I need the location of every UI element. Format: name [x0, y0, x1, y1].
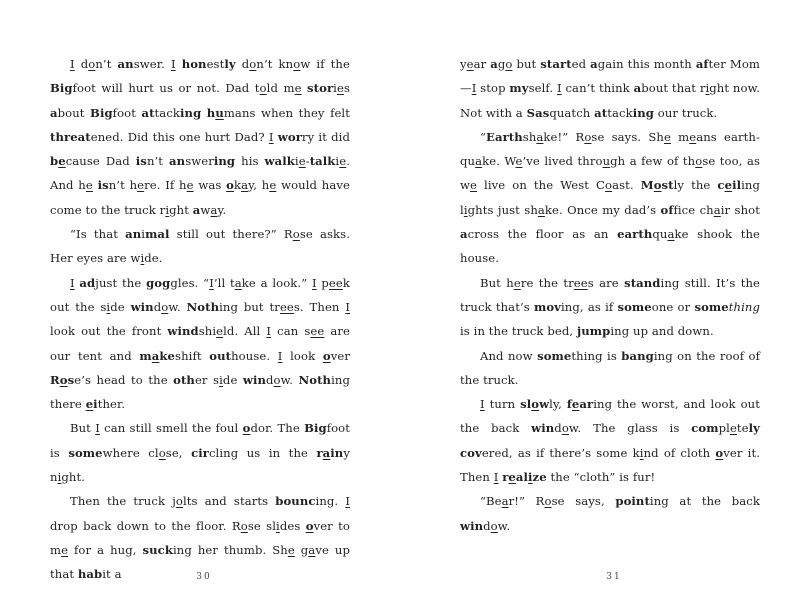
left-page-number: 30 [196, 572, 212, 582]
paragraph: Then the truck jolts and starts bouncing. I drop back down to the floor. Rose slides over to me for a hug, sucking her thumb. She gave up that habit a [50, 494, 350, 582]
right-page-number: 31 [606, 572, 622, 582]
paragraph: But I can still smell the foul odor. The Bigfoot is somewhere close, circling us in the rainy night. [50, 421, 351, 485]
paragraph: “Is that animal still out there?” Rose asks. Her eyes are wide. [50, 227, 350, 266]
paragraph: “Earthshake!” Rose says. She means earth-quake. We’ve lived through a few of those too, as we live on the West Coast. Mostly the ceiling lights just shake. Once my dad’s office chair shot across the floor as an earthquake shook the house. [460, 129, 761, 266]
paragraph: “Bear!” Rose says, pointing at the back window. [460, 494, 760, 533]
paragraph: year ago but started again this month after Mom—I stop myself. I can’t think about that right now. Not with a Sasquatch attacking our truck. [460, 57, 760, 120]
paragraph: I don’t answer. I honestly don’t know if the Bigfoot will hurt us or not. Dad told me stories about Bigfoot attacking humans when they felt threatened. Did this one hurt Dad? I worry it did because Dad isn’t answering his walkie-talkie. And he isn’t here. If he was okay, he would have come to the truck right away. [50, 57, 350, 217]
paragraph: And now something is banging on the roof of the truck. [460, 348, 760, 387]
right-page [460, 52, 760, 538]
paragraph: But here the trees are standing still. It’s the truck that’s moving, as if someone or something is in the truck bed, jumping up and down. [460, 275, 760, 339]
paragraph: I turn slowly, fearing the worst, and look out the back window. The glass is completely covered, as if there’s some kind of cloth over it. Then I realize the “cloth” is fur! [460, 397, 761, 485]
left-page [50, 52, 350, 587]
paragraph: I adjust the goggles. “I’ll take a look.” I peek out the side window. Nothing but trees. Then I look out the front windshield. All I can see are our tent and makeshift outhouse. I look over Rose’s head to the other side window. Nothing there either. [50, 275, 350, 412]
